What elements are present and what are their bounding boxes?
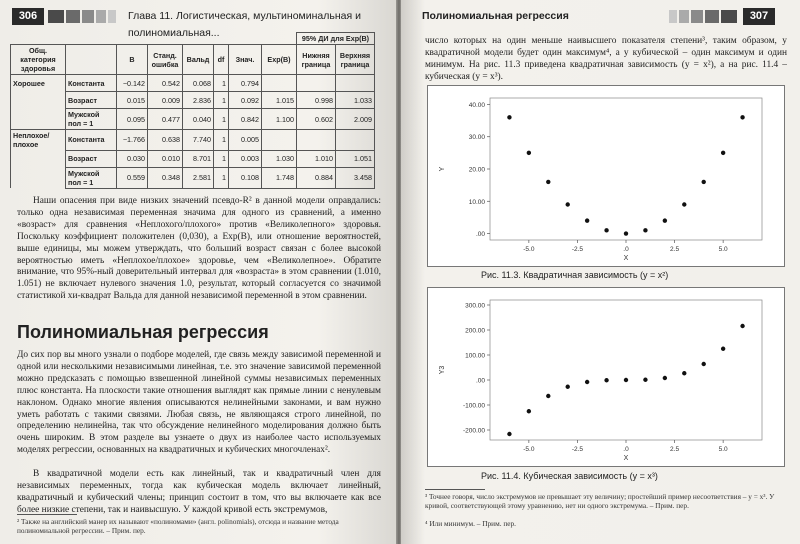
x-tick-label: 2.5 (670, 246, 680, 253)
cubic-scatter-chart (428, 288, 784, 466)
x-tick-label: 2.5 (670, 446, 680, 453)
cell-se: 0.348 (148, 167, 183, 188)
x-axis-label: X (623, 255, 629, 262)
cell-df: 1 (214, 167, 229, 188)
row-term: Константа (66, 75, 117, 92)
data-point (566, 202, 570, 206)
x-tick-label: -5.0 (523, 446, 535, 453)
y-tick-label: 200.00 (465, 327, 485, 335)
cell-df: 1 (214, 130, 229, 151)
footnote-rule (17, 514, 77, 515)
cell-sig: 0.842 (229, 109, 262, 130)
y-tick-label: .00 (475, 231, 485, 239)
data-point (643, 228, 647, 232)
cell-lo: 0.998 (297, 92, 336, 109)
data-point (663, 218, 667, 222)
cell-B: −0.142 (117, 75, 148, 92)
data-point (643, 378, 647, 382)
row-group (11, 109, 66, 130)
table-row (11, 109, 375, 130)
footnote-3: ³ Точнее говоря, число экстремумов не превышает эту величину; простейший пример несоответствия – y = x³. У кривой, соответствующей этому уравнению, нет ни одного экстремума. – Прим. пер. (425, 492, 775, 510)
cell-wald: 7.740 (183, 130, 214, 151)
y-tick-label: -200.00 (462, 427, 485, 435)
cell-sig: 0.794 (229, 75, 262, 92)
page-number-right: 307 (743, 8, 775, 25)
cell-exp (262, 130, 297, 151)
cell-se: 0.477 (148, 109, 183, 130)
figure-11-3 (427, 85, 785, 267)
cell-lo: 1.010 (297, 150, 336, 167)
running-head: Глава 11. Логистическая, мультиноминальная и полиномиальная... (128, 10, 361, 39)
header-bars (48, 10, 118, 28)
figure-11-4 (427, 287, 785, 467)
cell-hi (336, 75, 375, 92)
row-term: Константа (66, 130, 117, 151)
cell-exp (262, 75, 297, 92)
footnote-4: ⁴ Или минимум. – Прим. пер. (425, 519, 516, 528)
running-head-right: Полиномиальная регрессия (422, 10, 569, 22)
table-header-row: Общ. категория здоровья B Станд. ошибка Вальд df Знач. Exp(B) Нижняя граница Верхняя граница (11, 45, 375, 75)
cell-wald: 2.836 (183, 92, 214, 109)
y-tick-label: 40.00 (468, 101, 485, 109)
cell-B: 0.559 (117, 167, 148, 188)
data-point (527, 409, 531, 413)
cell-exp: 1.015 (262, 92, 297, 109)
ci-group-header: 95% ДИ для Exp(B) (297, 33, 375, 45)
cell-exp: 1.100 (262, 109, 297, 130)
table-row (11, 92, 375, 109)
y-axis-label: Y (439, 166, 446, 172)
cell-B: 0.015 (117, 92, 148, 109)
cell-B: −1.766 (117, 130, 148, 151)
y-tick-label: 30.00 (468, 134, 485, 142)
cell-hi: 1.033 (336, 92, 375, 109)
data-point (585, 380, 589, 384)
cell-lo (297, 130, 336, 151)
x-tick-label: -2.5 (571, 446, 584, 453)
paragraph-right-1: число которых на один меньше наивысшего показателя степени³, таким образом, у квадратичной модели будет один максимум⁴, а у кубической – один максимум и один минимум. На рис. 11.3 приведена квадратичная зависимость (y = x²), а на рис. 11.4 – кубическая (y = x³). (425, 36, 787, 82)
cell-sig: 0.003 (229, 150, 262, 167)
row-term: Мужской пол = 1 (66, 109, 117, 130)
paragraph-2: До сих пор вы много узнали о подборе моделей, где связь между зависимой переменной и одной или несколькими независимыми линейная, т.е. это значение зависимой переменной можно предсказать с помощью взвешенной линейной суммы независимых переменных плюс константа. На плоскости такие отношения выглядят как прямые линии с ненулевым наклоном. Однако многие явления описываются нелинейными законами, и вам нужно уметь работать с такими связями. Любая связь, не являющаяся строго линейной, по определению нелинейна, так что обсуждение нелинейного моделирования должно быть очень широким. В этом разделе вы узнаете о двух из наиболее часто используемых моделях регрессии, основанных на квадратичных и кубических многочленах². (17, 350, 381, 456)
data-point (604, 378, 608, 382)
y-tick-label: -100.00 (462, 402, 485, 410)
section-heading: Полиномиальная регрессия (17, 322, 269, 342)
row-group (11, 150, 66, 167)
data-point (740, 324, 744, 328)
table-row (11, 150, 375, 167)
data-point (546, 394, 550, 398)
data-point (585, 218, 589, 222)
cell-lo (297, 75, 336, 92)
left-page (0, 0, 397, 544)
cell-exp: 1.748 (262, 167, 297, 188)
x-tick-label: 5.0 (718, 246, 728, 253)
row-term: Возраст (66, 150, 117, 167)
data-point (566, 385, 570, 389)
cell-hi: 1.051 (336, 150, 375, 167)
table-row (11, 167, 375, 188)
cell-lo: 0.884 (297, 167, 336, 188)
cell-exp: 1.030 (262, 150, 297, 167)
table-row (11, 75, 375, 92)
cell-hi: 2.009 (336, 109, 375, 130)
caption-11-3: Рис. 11.3. Квадратичная зависимость (y = x²) (481, 270, 669, 280)
cell-B: 0.030 (117, 150, 148, 167)
cell-se: 0.638 (148, 130, 183, 151)
data-point (702, 180, 706, 184)
cell-se: 0.010 (148, 150, 183, 167)
data-point (702, 362, 706, 366)
row-group (11, 92, 66, 109)
cell-sig: 0.108 (229, 167, 262, 188)
row-term: Мужской пол = 1 (66, 167, 117, 188)
data-point (624, 378, 628, 382)
cell-lo: 0.602 (297, 109, 336, 130)
cell-hi: 3.458 (336, 167, 375, 188)
cell-df: 1 (214, 75, 229, 92)
data-point (721, 151, 725, 155)
data-point (604, 228, 608, 232)
data-point (527, 151, 531, 155)
row-term: Возраст (66, 92, 117, 109)
cell-df: 1 (214, 109, 229, 130)
y-tick-label: .00 (475, 377, 485, 385)
cell-hi (336, 130, 375, 151)
data-point (682, 202, 686, 206)
x-tick-label: .0 (623, 446, 629, 453)
data-point (721, 347, 725, 351)
row-group (11, 167, 66, 188)
x-tick-label: 5.0 (718, 446, 728, 453)
data-point (546, 180, 550, 184)
regression-table (10, 32, 375, 189)
y-tick-label: 20.00 (468, 166, 485, 174)
caption-11-4: Рис. 11.4. Кубическая зависимость (y = x³) (481, 471, 658, 481)
y-tick-label: 100.00 (465, 352, 485, 360)
footnote-2: ² Также на английский манер их называют «полиномами» (англ. polinomials), отсюда и название метода полиномиальной регрессии. – Прим. пер. (17, 517, 339, 535)
cell-sig: 0.005 (229, 130, 262, 151)
cell-se: 0.542 (148, 75, 183, 92)
right-page (401, 0, 800, 544)
header-bars-right (669, 10, 739, 28)
x-tick-label: -5.0 (523, 246, 535, 253)
y-axis-label: Y3 (439, 365, 446, 375)
cell-df: 1 (214, 92, 229, 109)
plot-area (490, 98, 762, 240)
cell-B: 0.095 (117, 109, 148, 130)
cell-wald: 0.040 (183, 109, 214, 130)
page-number: 306 (12, 8, 44, 25)
cell-se: 0.009 (148, 92, 183, 109)
paragraph-1: Наши опасения при виде низких значений псевдо-R² в данной модели оправдались: только одна независимая переменная значима для одного из сравнений, а именно «возраст» для сравнения «Неплохого/плохого» против «Великолепного» здоровья. Поскольку коэффициент положителен (0,030), а Exp(B), или отношение вероятностей, выше единицы, мы можем утверждать, что больший возраст связан с более высокой вероятностью иметь «Неплохое/плохое» здоровье, чем «Великолепное». Обратите внимание, что 95%-ный доверительный интервал для «возраста» в этом сравнении (1.010, 1.051) не включает нулевого значения 1.0, результат, который согласуется со значимой статистикой хи-квадрат Вальда для данной независимой переменной в этом сравнении. (17, 196, 381, 302)
y-tick-label: 10.00 (468, 198, 485, 206)
plot-area (490, 300, 762, 440)
table-row (11, 130, 375, 151)
row-group: Хорошее (11, 75, 66, 92)
cell-wald: 2.581 (183, 167, 214, 188)
data-point (624, 231, 628, 235)
y-tick-label: 300.00 (465, 302, 485, 310)
cell-wald: 8.701 (183, 150, 214, 167)
x-tick-label: -2.5 (571, 246, 584, 253)
data-point (507, 115, 511, 119)
cell-wald: 0.068 (183, 75, 214, 92)
x-axis-label: X (623, 455, 629, 462)
data-point (507, 432, 511, 436)
paragraph-3: В квадратичной модели есть как линейный, так и квадратичный член для независимых переменных, тогда как кубическая модель включает линейный, квадратичный и кубический члены; принцип состоит в том, что вы включаете как все более низкие степени, так и наивысшую. У каждой кривой есть экстремумов, (17, 469, 381, 515)
data-point (682, 371, 686, 375)
cell-df: 1 (214, 150, 229, 167)
quadratic-scatter-chart (428, 86, 784, 266)
footnote-rule-right (425, 489, 485, 490)
x-tick-label: .0 (623, 246, 629, 253)
data-point (740, 115, 744, 119)
data-point (663, 376, 667, 380)
cell-sig: 0.092 (229, 92, 262, 109)
row-group: Неплохое/ плохое (11, 130, 66, 151)
